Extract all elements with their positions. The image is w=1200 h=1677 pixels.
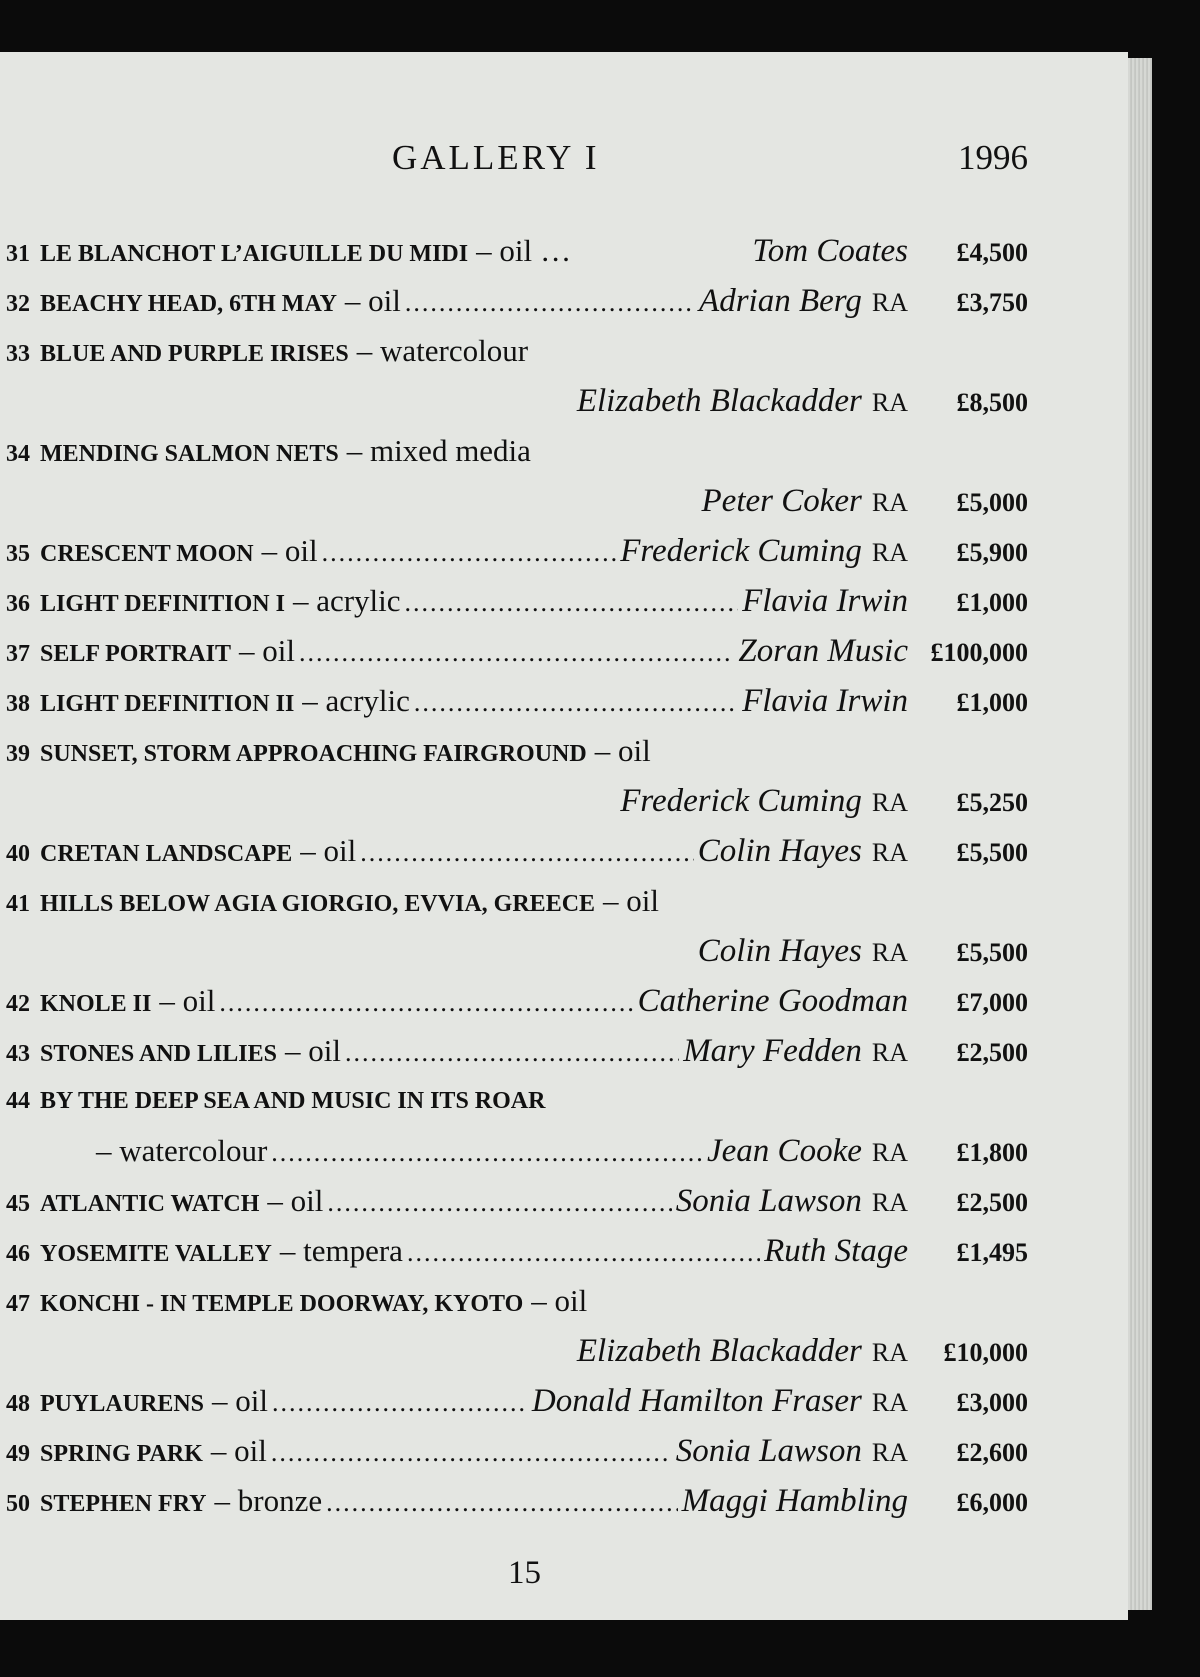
catalogue-entry xyxy=(6,826,1028,876)
catalogue-entry xyxy=(6,1026,1028,1076)
catalogue-entry xyxy=(6,1376,1028,1426)
entry-medium: – tempera xyxy=(279,1233,403,1268)
entry-price: £1,000 xyxy=(956,688,1028,717)
entry-artist: Elizabeth Blackadder xyxy=(576,383,862,419)
catalogue-entry xyxy=(6,876,1028,926)
dot-leader xyxy=(219,978,633,1028)
entry-number: 50 xyxy=(6,1491,30,1517)
entry-artist: Sonia Lawson xyxy=(675,1433,862,1469)
entry-artist: Catherine Goodman xyxy=(637,983,908,1019)
catalogue-entry xyxy=(6,526,1028,576)
entry-price: £5,900 xyxy=(956,538,1028,567)
page-number: 15 xyxy=(508,1555,541,1591)
ra-suffix: RA xyxy=(871,1388,908,1417)
ellipsis-leader: … xyxy=(540,233,572,268)
entry-medium: – oil xyxy=(531,1283,588,1318)
catalogue-entry xyxy=(6,326,1028,376)
entry-price: £6,000 xyxy=(956,1488,1028,1517)
gallery-title: GALLERY I xyxy=(392,138,600,177)
entry-title: HILLS BELOW AGIA GIORGIO, EVVIA, GREECE xyxy=(40,891,596,917)
entry-medium: – acrylic xyxy=(302,683,410,718)
entry-artist: Donald Hamilton Fraser xyxy=(531,1383,862,1419)
entry-number: 39 xyxy=(6,741,30,767)
entry-medium: – oil xyxy=(267,1183,324,1218)
entry-artist: Elizabeth Blackadder xyxy=(576,1333,862,1369)
entry-number: 34 xyxy=(6,441,30,467)
ra-suffix: RA xyxy=(871,1138,908,1167)
catalogue-entries xyxy=(6,226,1028,1526)
entry-medium: – bronze xyxy=(214,1483,323,1518)
entry-medium: – oil xyxy=(159,983,216,1018)
entry-number: 45 xyxy=(6,1191,30,1217)
entry-medium: – watercolour xyxy=(356,333,529,368)
dot-leader xyxy=(299,628,734,678)
entry-price: £4,500 xyxy=(956,238,1028,267)
catalogue-entry xyxy=(6,676,1028,726)
ra-suffix: RA xyxy=(871,1338,908,1367)
entry-artist: Colin Hayes xyxy=(697,933,862,969)
entry-price: £8,500 xyxy=(956,388,1028,417)
catalogue-entry xyxy=(6,576,1028,626)
entry-artist: Frederick Cuming xyxy=(620,783,862,819)
entry-title: ATLANTIC WATCH xyxy=(40,1191,260,1217)
ra-suffix: RA xyxy=(871,788,908,817)
catalogue-entry xyxy=(6,276,1028,326)
entry-number: 47 xyxy=(6,1291,30,1317)
entry-continuation xyxy=(6,476,1028,526)
entry-medium: – oil xyxy=(261,533,318,568)
entry-title: SELF PORTRAIT xyxy=(40,641,231,667)
entry-medium: – oil xyxy=(594,733,651,768)
entry-price: £1,495 xyxy=(956,1238,1028,1267)
entry-artist: Adrian Berg xyxy=(699,283,862,319)
entry-continuation xyxy=(6,776,1028,826)
entry-price: £5,000 xyxy=(956,488,1028,517)
entry-title: BLUE AND PURPLE IRISES xyxy=(40,341,349,367)
entry-title: PUYLAURENS xyxy=(40,1391,205,1417)
entry-price: £1,000 xyxy=(956,588,1028,617)
entry-artist: Flavia Irwin xyxy=(742,583,908,619)
entry-title: SUNSET, STORM APPROACHING FAIRGROUND xyxy=(40,741,587,767)
entry-continuation xyxy=(6,926,1028,976)
catalogue-entry xyxy=(6,1426,1028,1476)
ra-suffix: RA xyxy=(871,938,908,967)
entry-artist: Frederick Cuming xyxy=(620,533,862,569)
ra-suffix: RA xyxy=(871,838,908,867)
entry-artist: Ruth Stage xyxy=(764,1233,908,1269)
entry-title: SPRING PARK xyxy=(40,1441,203,1467)
entry-title: STONES AND LILIES xyxy=(40,1041,277,1067)
entry-price: £5,500 xyxy=(956,838,1028,867)
dot-leader xyxy=(271,1128,703,1178)
entry-medium: – oil xyxy=(603,883,660,918)
entry-price: £5,250 xyxy=(956,788,1028,817)
catalogue-entry xyxy=(6,726,1028,776)
entry-title: CRESCENT MOON xyxy=(40,541,254,567)
dot-leader xyxy=(326,1478,677,1528)
dot-leader xyxy=(327,1178,671,1228)
entry-title: MENDING SALMON NETS xyxy=(40,441,339,467)
entry-price: £10,000 xyxy=(943,1338,1028,1367)
entry-title: KNOLE II xyxy=(40,991,152,1017)
entry-artist: Jean Cooke xyxy=(707,1133,862,1169)
entry-title: YOSEMITE VALLEY xyxy=(40,1241,272,1267)
catalogue-entry xyxy=(6,1226,1028,1276)
entry-title: STEPHEN FRY xyxy=(40,1491,207,1517)
dot-leader xyxy=(271,1428,672,1478)
page-edges xyxy=(1128,58,1152,1610)
dot-leader xyxy=(322,528,617,578)
entry-title: BEACHY HEAD, 6TH MAY xyxy=(40,291,337,317)
entry-medium: – oil xyxy=(212,1383,268,1418)
ra-suffix: RA xyxy=(871,1438,908,1467)
entry-continuation xyxy=(6,376,1028,426)
ra-suffix: RA xyxy=(871,1188,908,1217)
entry-title: CRETAN LANDSCAPE xyxy=(40,841,293,867)
entry-price: £3,000 xyxy=(956,1388,1028,1417)
catalogue-entry xyxy=(6,426,1028,476)
ra-suffix: RA xyxy=(871,288,908,317)
dot-leader xyxy=(360,828,694,878)
entry-number: 49 xyxy=(6,1441,30,1467)
catalogue-entry xyxy=(6,976,1028,1026)
entry-medium: – oil xyxy=(210,1433,267,1468)
entry-artist: Mary Fedden xyxy=(683,1033,862,1069)
entry-number: 44 xyxy=(6,1088,30,1114)
entry-medium: – mixed media xyxy=(346,433,531,468)
catalogue-entry xyxy=(6,1276,1028,1326)
entry-medium: – oil xyxy=(300,833,357,868)
entry-artist: Colin Hayes xyxy=(697,833,862,869)
dot-leader xyxy=(272,1378,528,1428)
entry-continuation xyxy=(6,1126,1028,1176)
entry-price: £7,000 xyxy=(956,988,1028,1017)
entry-number: 41 xyxy=(6,891,30,917)
entry-number: 32 xyxy=(6,291,30,317)
entry-artist: Peter Coker xyxy=(701,483,862,519)
entry-number: 42 xyxy=(6,991,30,1017)
entry-medium: – oil xyxy=(476,233,533,268)
entry-price: £5,500 xyxy=(956,938,1028,967)
catalogue-entry xyxy=(6,1476,1028,1526)
dot-leader xyxy=(405,278,695,328)
entry-price: £3,750 xyxy=(956,288,1028,317)
entry-number: 35 xyxy=(6,541,30,567)
ra-suffix: RA xyxy=(871,388,908,417)
entry-title: LE BLANCHOT L’AIGUILLE DU MIDI xyxy=(40,241,469,267)
entry-medium: – oil xyxy=(285,1033,341,1068)
entry-medium: – watercolour xyxy=(96,1133,268,1168)
entry-medium: – oil xyxy=(344,283,401,318)
catalogue-entry xyxy=(6,226,1028,276)
catalogue-entry xyxy=(6,1076,1028,1126)
page-header xyxy=(0,138,1128,182)
entry-price: £2,500 xyxy=(956,1188,1028,1217)
entry-number: 48 xyxy=(6,1391,30,1417)
entry-title: KONCHI - IN TEMPLE DOORWAY, KYOTO xyxy=(40,1291,524,1317)
catalogue-entry xyxy=(6,1176,1028,1226)
entry-artist: Tom Coates xyxy=(752,233,908,269)
dot-leader xyxy=(414,678,738,728)
entry-title: BY THE DEEP SEA AND MUSIC IN ITS ROAR xyxy=(40,1088,546,1114)
entry-artist: Zoran Music xyxy=(738,633,908,669)
ra-suffix: RA xyxy=(871,488,908,517)
entry-medium: – oil xyxy=(238,633,295,668)
dot-leader xyxy=(405,578,739,628)
entry-title: LIGHT DEFINITION I xyxy=(40,591,285,617)
entry-number: 38 xyxy=(6,691,30,717)
entry-price: £2,500 xyxy=(956,1038,1028,1067)
catalogue-entry xyxy=(6,626,1028,676)
entry-number: 43 xyxy=(6,1041,30,1067)
catalogue-year: 1996 xyxy=(958,138,1028,177)
entry-price: £100,000 xyxy=(930,638,1028,667)
entry-number: 36 xyxy=(6,591,30,617)
entry-continuation xyxy=(6,1326,1028,1376)
entry-artist: Maggi Hambling xyxy=(681,1483,908,1519)
entry-price: £2,600 xyxy=(956,1438,1028,1467)
dot-leader xyxy=(345,1028,679,1078)
entry-number: 46 xyxy=(6,1241,30,1267)
entry-price: £1,800 xyxy=(956,1138,1028,1167)
entry-medium: – acrylic xyxy=(292,583,401,618)
entry-number: 33 xyxy=(6,341,30,367)
entry-number: 31 xyxy=(6,241,30,267)
entry-artist: Flavia Irwin xyxy=(742,683,908,719)
ra-suffix: RA xyxy=(871,1038,908,1067)
entry-title: LIGHT DEFINITION II xyxy=(40,691,295,717)
entry-number: 37 xyxy=(6,641,30,667)
entry-number: 40 xyxy=(6,841,30,867)
dot-leader xyxy=(407,1228,760,1278)
entry-artist: Sonia Lawson xyxy=(675,1183,862,1219)
ra-suffix: RA xyxy=(871,538,908,567)
